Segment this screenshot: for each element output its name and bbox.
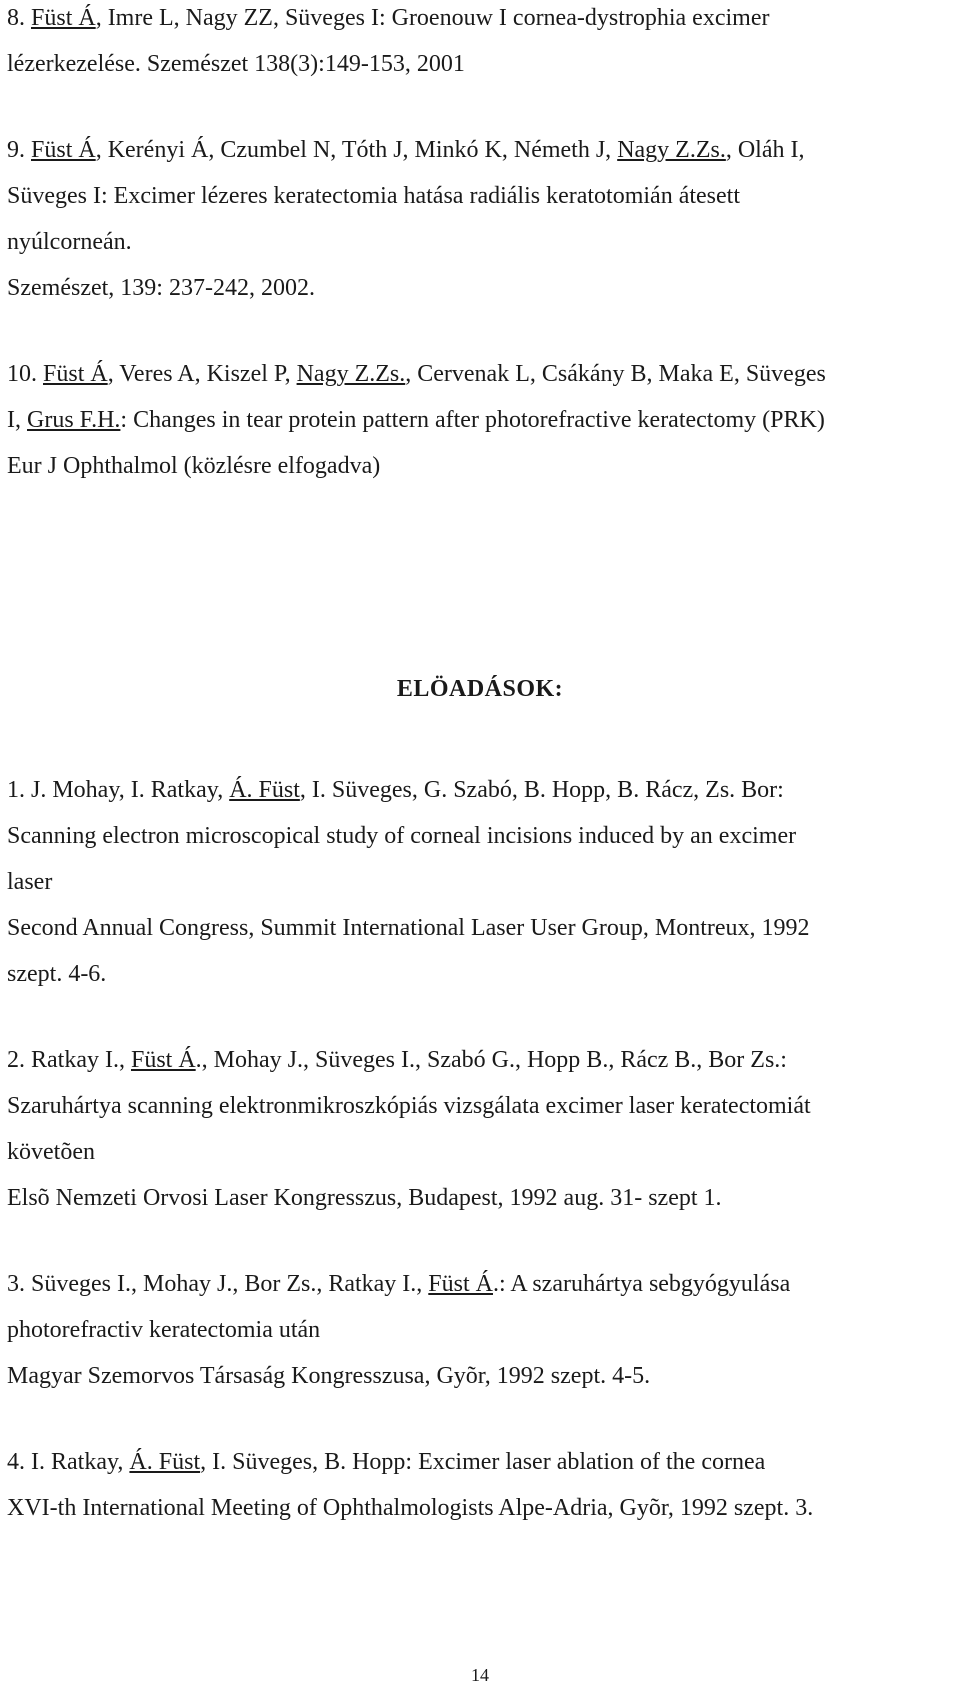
- talk-3-line-1: [7, 1270, 790, 1298]
- underlined-author: Nagy Z.Zs.: [296, 361, 406, 387]
- talk-text: , I. Süveges, B. Hopp: Excimer laser ablation of the cornea: [200, 1449, 766, 1475]
- talk-text: ., Mohay J., Süveges I., Szabó G., Hopp B., Rácz B., Bor Zs.:: [195, 1047, 787, 1073]
- talk-1-line-1: [7, 776, 784, 804]
- talk-text: 3. Süveges I., Mohay J., Bor Zs., Ratkay I.,: [7, 1271, 429, 1297]
- underlined-author: Á. Füst: [229, 777, 300, 803]
- reference-9-line-3: nyúlcorneán.: [7, 229, 132, 255]
- reference-text: : Changes in tear protein pattern after photorefractive keratectomy (PRK): [120, 407, 825, 433]
- reference-10-line-3: Eur J Ophthalmol (közlésre elfogadva): [7, 453, 381, 479]
- talk-text: , I. Süveges, G. Szabó, B. Hopp, B. Rácz, Zs. Bor:: [299, 777, 784, 803]
- reference-10-line-2: [7, 406, 825, 434]
- talk-3-line-3: Magyar Szemorvos Társaság Kongresszusa, Gyõr, 1992 szept. 4-5.: [7, 1363, 651, 1389]
- reference-text: , Kerényi Á, Czumbel N, Tóth J, Minkó K, Németh J,: [95, 137, 618, 163]
- page-number: 14: [471, 1665, 489, 1685]
- talk-1-line-4: Second Annual Congress, Summit International Laser User Group, Montreux, 1992: [7, 915, 810, 941]
- talk-2-line-1: [7, 1046, 787, 1074]
- underlined-author: Grus F.H.: [27, 407, 121, 433]
- talk-text: 2. Ratkay I.,: [7, 1047, 131, 1073]
- talk-3-line-2: photorefractiv keratectomia után: [7, 1317, 321, 1343]
- talk-4-line-1: [7, 1448, 765, 1476]
- talk-2-line-2: Szaruhártya scanning elektronmikroszkópiás vizsgálata excimer laser keratectomiát: [7, 1093, 811, 1119]
- talk-2-line-4: Elsõ Nemzeti Orvosi Laser Kongresszus, Budapest, 1992 aug. 31- szept 1.: [7, 1185, 722, 1211]
- underlined-author: Á. Füst: [129, 1449, 201, 1475]
- reference-8-line-2: lézerkezelése. Szemészet 138(3):149-153, 2001: [7, 51, 465, 77]
- reference-10-line-1: [7, 360, 826, 388]
- underlined-author: Füst Á: [130, 1047, 196, 1073]
- reference-number: 8.: [7, 5, 25, 31]
- talk-1-line-5: szept. 4-6.: [7, 961, 107, 987]
- reference-number: 10.: [7, 361, 37, 387]
- underlined-author: Füst Á: [31, 137, 96, 163]
- reference-text: , Imre L, Nagy ZZ, Süveges I: Groenouw I cornea-dystrophia excimer: [95, 5, 770, 31]
- reference-9-line-4: Szemészet, 139: 237-242, 2002.: [7, 275, 315, 301]
- reference-text: , Veres A, Kiszel P,: [107, 361, 297, 387]
- underlined-author: Füst Á: [428, 1271, 493, 1297]
- reference-text: , Cervenak L, Csákány B, Maka E, Süveges: [405, 361, 826, 387]
- section-heading: ELÖADÁSOK:: [396, 676, 564, 702]
- underlined-author: Füst Á: [31, 5, 96, 31]
- talk-1-line-2: Scanning electron microscopical study of corneal incisions induced by an excimer: [7, 823, 797, 849]
- reference-number: 9.: [7, 137, 25, 163]
- reference-9-line-1: [7, 136, 805, 164]
- underlined-author: Füst Á: [43, 361, 108, 387]
- talk-text: 4. I. Ratkay,: [7, 1449, 130, 1475]
- reference-text: I,: [7, 407, 27, 433]
- reference-8-line-1: [7, 4, 769, 32]
- talk-text: .: A szaruhártya sebgyógyulása: [492, 1271, 791, 1297]
- reference-9-line-2: Süveges I: Excimer lézeres keratectomia hatása radiális keratotomián átesett: [7, 183, 741, 209]
- talk-4-line-2: XVI-th International Meeting of Ophthalmologists Alpe-Adria, Gyõr, 1992 szept. 3.: [7, 1495, 814, 1521]
- talk-1-line-3: laser: [7, 869, 53, 895]
- underlined-author: Nagy Z.Zs.: [617, 137, 726, 163]
- reference-text: , Oláh I,: [725, 137, 805, 163]
- talk-text: 1. J. Mohay, I. Ratkay,: [7, 777, 230, 803]
- talk-2-line-3: követõen: [7, 1139, 95, 1165]
